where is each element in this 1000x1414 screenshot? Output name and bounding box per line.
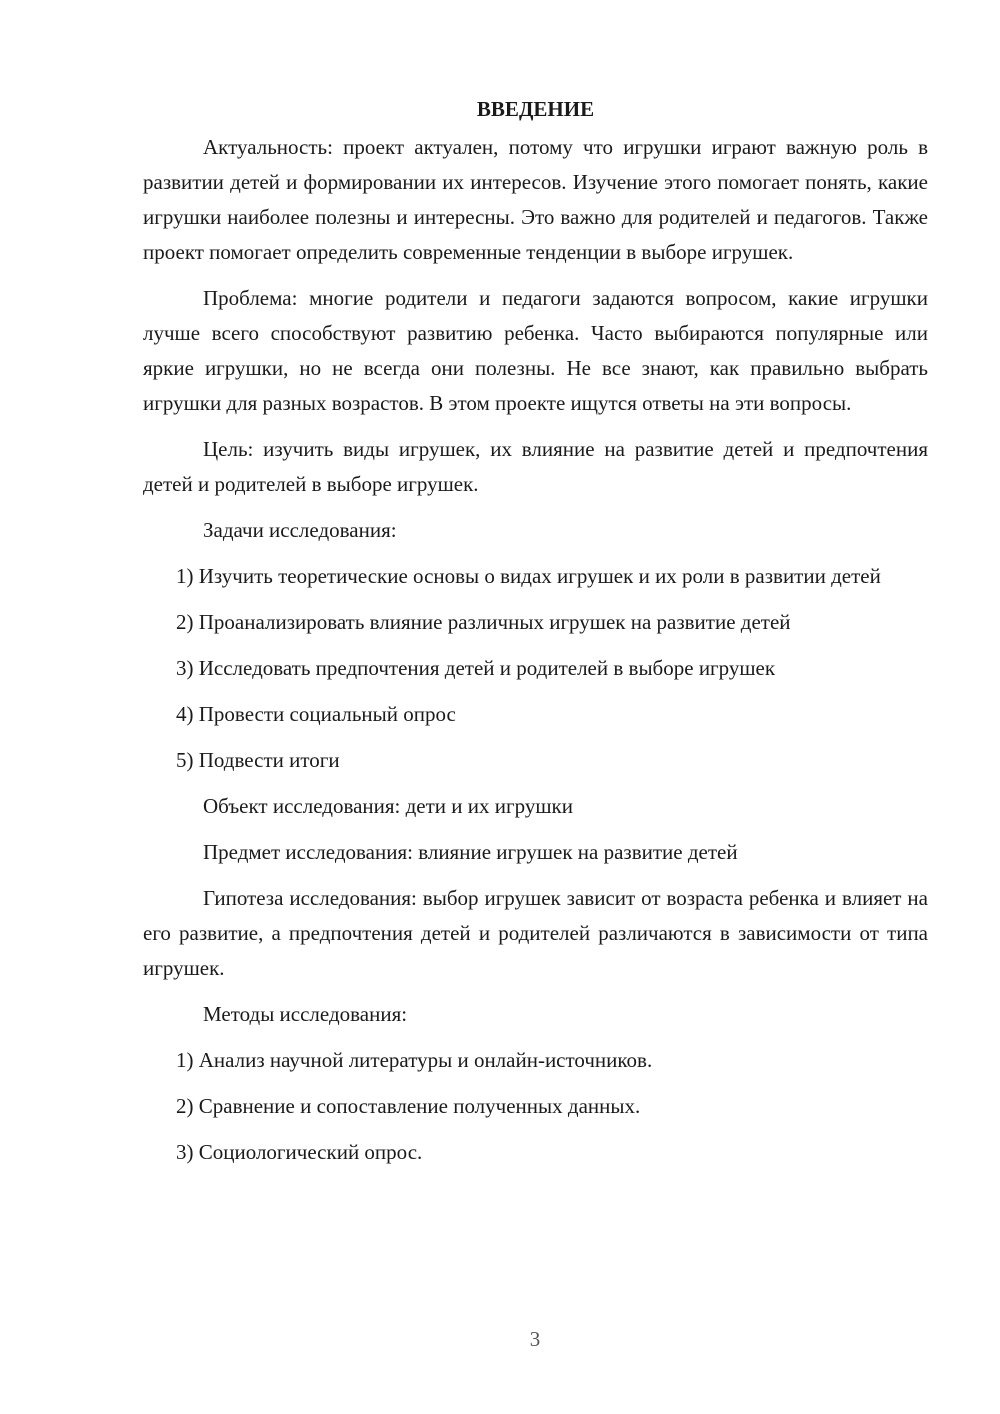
method-item: 3) Социологический опрос. <box>176 1140 423 1164</box>
methods-title: Методы исследования: <box>203 1002 408 1026</box>
method-item: 1) Анализ научной литературы и онлайн-источников. <box>176 1048 653 1072</box>
task-item: 4) Провести социальный опрос <box>176 702 456 726</box>
hypothesis-paragraph: Гипотеза исследования: выбор игрушек зависит от возраста ребенка и влияет на его развитие, а предпочтения детей и родителей различаются в зависимости от типа игрушек. <box>143 886 928 980</box>
object-line: Объект исследования: дети и их игрушки <box>203 794 573 818</box>
section-heading: ВВЕДЕНИЕ <box>476 97 595 121</box>
problem-paragraph: Проблема: многие родители и педагоги задаются вопросом, какие игрушки лучше всего способствуют развитию ребенка. Часто выбираются популярные или яркие игрушки, но не всегда они полезны. Не все знают, как правильно выбрать игрушки для разных возрастов. В этом проекте ищутся ответы на эти вопросы. <box>143 286 928 415</box>
subject-line: Предмет исследования: влияние игрушек на развитие детей <box>203 840 738 864</box>
task-item: 5) Подвести итоги <box>176 748 340 772</box>
goal-paragraph: Цель: изучить виды игрушек, их влияние на развитие детей и предпочтения детей и родителей в выборе игрушек. <box>143 437 928 496</box>
task-item: 2) Проанализировать влияние различных игрушек на развитие детей <box>176 610 791 634</box>
relevance-paragraph: Актуальность: проект актуален, потому что игрушки играют важную роль в развитии детей и формировании их интересов. Изучение этого помогает понять, какие игрушки наиболее полезны и интересны. Это важно для родителей и педагогов. Также проект помогает определить современные тенденции в выборе игрушек. <box>143 135 928 264</box>
page-number: 3 <box>529 1327 541 1351</box>
tasks-title: Задачи исследования: <box>203 518 397 542</box>
task-item: 3) Исследовать предпочтения детей и родителей в выборе игрушек <box>176 656 776 680</box>
method-item: 2) Сравнение и сопоставление полученных данных. <box>176 1094 641 1118</box>
document-page <box>143 92 928 1181</box>
task-item: 1) Изучить теоретические основы о видах игрушек и их роли в развитии детей <box>176 564 881 588</box>
